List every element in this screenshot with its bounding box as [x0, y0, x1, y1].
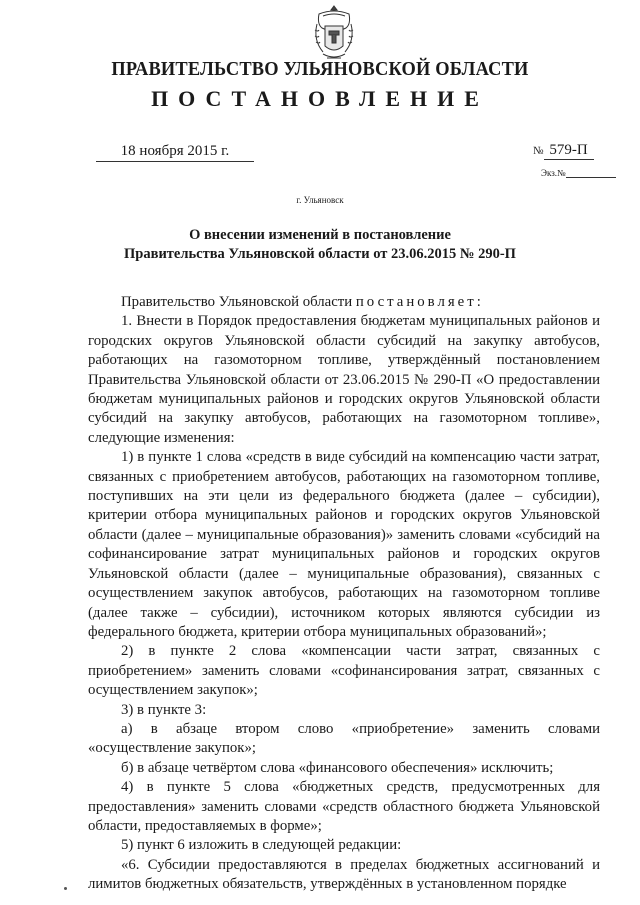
ulyanovsk-coat-of-arms-icon	[311, 4, 357, 62]
paragraph-1-3: 3) в пункте 3:	[121, 701, 207, 718]
document-type: ПОСТАНОВЛЕНИЕ	[151, 86, 489, 111]
intro-subject: Правительство Ульяновской области	[121, 294, 356, 310]
intro-colon: :	[476, 294, 481, 310]
subject-line-1: О внесении изменений в постановление	[189, 227, 451, 243]
document-date: 18 ноября 2015 г.	[96, 143, 254, 162]
paragraph-quote-6: «6. Субсидии предоставляются в пределах бюджетных ассигнований и лимитов бюджетных обязательств, утверждённых в установленном порядке	[88, 856, 600, 893]
city: г. Ульяновск	[296, 195, 344, 205]
paragraph-1-5: 5) пункт 6 изложить в следующей редакции:	[121, 837, 402, 854]
copy-label: Экз.№	[541, 168, 566, 178]
subject-line-2: Правительства Ульяновской области от 23.06.2015 № 290-П	[124, 246, 516, 262]
paragraph-1-3-a: а) в абзаце втором слово «приобретение» заменить словами «осуществление закупок»;	[88, 720, 600, 757]
paragraph-1-1: 1) в пункте 1 слова «средств в виде субсидий на компенсацию части затрат, связанных с приобретением автобусов, работающих на газомоторном топливе, поступивших на эти цели из федерального бюджета (далее – субсидии), критерии отбора муниципальных районов и городских округов Ульяновской области (далее – муниципальные образования)» заменить словами «субсидий на софинансирование затрат муниципальных районов и городских округов Ульяновской области (далее – муниципальные образования), связанных с осуществлением закупок автобусов, работающих на газомоторном топливе (далее также – субсидии), источником которых являются субсидии из федерального бюджета, критерии отбора муниципальных образований»;	[88, 449, 600, 640]
government-name: ПРАВИТЕЛЬСТВО УЛЬЯНОВСКОЙ ОБЛАСТИ	[111, 58, 529, 80]
number-value: 579-П	[544, 142, 594, 160]
paragraph-1-2: 2) в пункте 2 слова «компенсации части затрат, связанных с приобретением» заменить словами «софинансирования затрат, связанных с осуществлением закупок»;	[88, 643, 600, 699]
paragraph-1-4: 4) в пункте 5 слова «бюджетных средств, предусмотренных для предоставления» заменить словами «средств областного бюджета Ульяновской области, предоставляемых в форме»;	[88, 779, 600, 834]
paragraph-1-3-b: б) в абзаце четвёртом слова «финансового обеспечения» исключить;	[121, 759, 554, 776]
number-prefix: №	[533, 145, 544, 157]
document-subject	[0, 226, 640, 264]
document-number	[533, 142, 594, 160]
copy-number	[541, 167, 616, 178]
intro-verb: постановляет	[355, 294, 477, 310]
copy-line	[566, 167, 616, 178]
scan-mark	[64, 887, 67, 890]
paragraph-1: 1. Внести в Порядок предоставления бюджетам муниципальных районов и городских округов Ульяновской области субсидий на закупку автобусов, работающих на газомоторном топливе, утверждённый постановлением Правительства Ульяновской области от 23.06.2015 № 290-П «О предоставлении бюджетам муниципальных районов и городских округов Ульяновской области субсидий на закупку автобусов, работающих на газомоторном топливе», следующие изменения:	[88, 313, 600, 446]
document-body	[88, 293, 600, 895]
intro-paragraph	[88, 293, 600, 312]
